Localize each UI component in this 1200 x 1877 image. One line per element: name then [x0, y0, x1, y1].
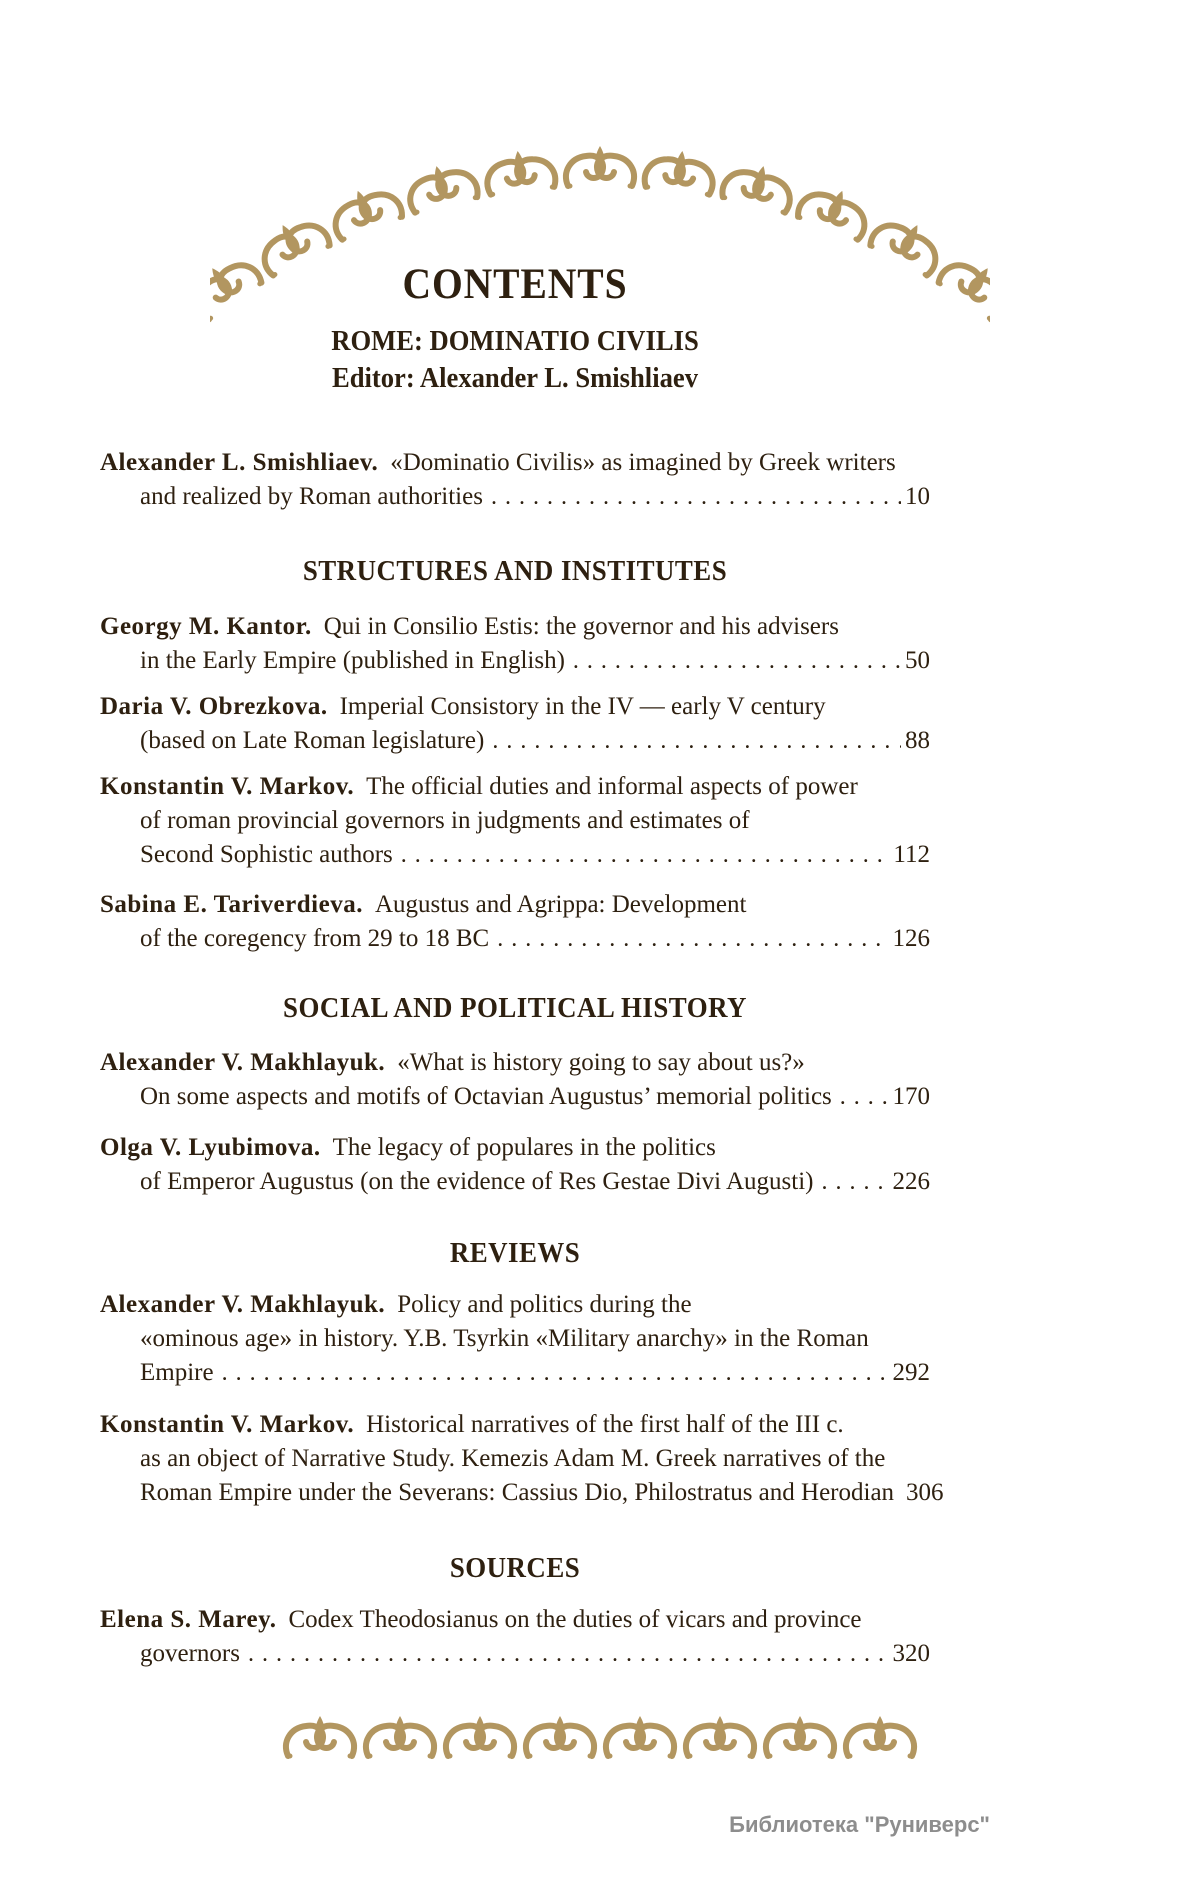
entry-line — [100, 838, 930, 872]
entry-page-number: 306 — [906, 1479, 944, 1506]
entry-title-continuation: in the Early Empire (published in English) — [140, 647, 565, 674]
dot-leader — [248, 1637, 889, 1671]
toc-entry — [100, 446, 930, 514]
entry-page-number: 112 — [893, 841, 930, 868]
dot-leader — [492, 724, 901, 758]
entry-line — [100, 770, 930, 804]
entry-line — [100, 1356, 930, 1390]
entry-page-number: 170 — [892, 1083, 930, 1110]
entry-title: Codex Theodosianus on the duties of vicars and province — [288, 1606, 862, 1633]
entry-page-number: 88 — [905, 727, 930, 754]
dot-leader — [222, 1356, 889, 1390]
entry-title-continuation: (based on Late Roman legislature) — [140, 727, 485, 754]
toc-entry — [100, 1131, 930, 1199]
dot-leader — [491, 480, 901, 514]
entry-line — [100, 1080, 930, 1114]
entry-title-continuation: and realized by Roman authorities — [140, 483, 483, 510]
section-heading: SOCIAL AND POLITICAL HISTORY — [283, 993, 747, 1024]
entry-line — [100, 888, 930, 922]
entry-line — [100, 1322, 930, 1356]
toc-entry — [100, 770, 930, 872]
toc-entry — [100, 1603, 930, 1671]
entry-title: «What is history going to say about us?» — [397, 1049, 805, 1076]
entry-title: The official duties and informal aspects of power — [366, 773, 858, 800]
entry-line — [100, 690, 930, 724]
entry-line — [100, 1131, 930, 1165]
entry-title-continuation: Empire — [140, 1359, 214, 1386]
entry-author: Sabina E. Tariverdieva. — [100, 891, 363, 918]
entry-line — [100, 1165, 930, 1199]
entry-line — [100, 1442, 930, 1476]
entry-line — [100, 446, 930, 480]
entry-title-continuation: governors — [140, 1640, 240, 1667]
entry-line — [100, 1603, 930, 1637]
entry-author: Alexander L. Smishliaev. — [100, 449, 379, 476]
section-heading: STRUCTURES AND INSTITUTES — [302, 556, 728, 587]
entry-title: Qui in Consilio Estis: the governor and his advisers — [323, 613, 839, 640]
entry-author: Georgy M. Kantor. — [100, 613, 312, 640]
editor-line: Editor: Alexander L. Smishliaev — [331, 363, 699, 394]
bottom-ornament-flourish-icon — [270, 1708, 930, 1764]
entry-line — [100, 1408, 930, 1442]
entry-title: Policy and politics during the — [397, 1291, 692, 1318]
entry-title-continuation: Roman Empire under the Severans: Cassius Dio, Philostratus and Herodian — [140, 1479, 895, 1506]
entry-line — [100, 724, 930, 758]
library-watermark: Библиотека "Руниверс" — [729, 1812, 990, 1837]
entry-line — [100, 804, 930, 838]
entry-line — [100, 922, 930, 956]
entry-author: Alexander V. Makhlayuk. — [100, 1049, 386, 1076]
entry-line — [100, 1046, 930, 1080]
toc-entry — [100, 610, 930, 678]
dot-leader — [401, 838, 890, 872]
dot-leader — [497, 922, 888, 956]
entry-line — [100, 480, 930, 514]
entry-title: The legacy of populares in the politics — [332, 1134, 716, 1161]
dot-leader — [573, 644, 901, 678]
dot-leader — [840, 1080, 889, 1114]
entry-author: Konstantin V. Markov. — [100, 773, 355, 800]
entry-title-continuation: of Emperor Augustus (on the evidence of Res Gestae Divi Augusti) — [140, 1168, 814, 1195]
section-heading: REVIEWS — [449, 1238, 581, 1269]
toc-entry — [100, 888, 930, 956]
entry-title-continuation: On some aspects and motifs of Octavian Augustus’ memorial politics — [140, 1083, 832, 1110]
entry-title-continuation: as an object of Narrative Study. Kemezis Adam M. Greek narratives of the — [140, 1445, 886, 1472]
entry-author: Alexander V. Makhlayuk. — [100, 1291, 386, 1318]
toc-entry — [100, 1408, 944, 1510]
entry-line — [100, 1288, 930, 1322]
entry-title: Historical narratives of the first half of the III c. — [366, 1411, 844, 1438]
entry-page-number: 292 — [892, 1359, 930, 1386]
entry-line — [100, 1637, 930, 1671]
dot-leader — [821, 1165, 888, 1199]
entry-line — [100, 1476, 944, 1510]
entry-author: Konstantin V. Markov. — [100, 1411, 355, 1438]
entry-author: Daria V. Obrezkova. — [100, 693, 328, 720]
entry-title-continuation: of the coregency from 29 to 18 BC — [140, 925, 490, 952]
series-title: ROME: DOMINATIO CIVILIS — [331, 326, 699, 357]
entry-page-number: 10 — [905, 483, 930, 510]
entry-line — [100, 610, 930, 644]
toc-entry — [100, 690, 930, 758]
toc-entry — [100, 1046, 930, 1114]
entry-page-number: 226 — [892, 1168, 930, 1195]
entry-page-number: 50 — [905, 647, 930, 674]
entry-title: «Dominatio Civilis» as imagined by Greek writers — [390, 449, 896, 476]
page-title: CONTENTS — [402, 261, 628, 308]
entry-title-continuation: «ominous age» in history. Y.B. Tsyrkin «Military anarchy» in the Roman — [140, 1325, 869, 1352]
entry-line — [100, 644, 930, 678]
toc-entry — [100, 1288, 930, 1390]
entry-title: Imperial Consistory in the IV — early V century — [339, 693, 826, 720]
entry-title-continuation: of roman provincial governors in judgments and estimates of — [140, 807, 750, 834]
section-heading: SOURCES — [449, 1553, 581, 1584]
entry-page-number: 320 — [892, 1640, 930, 1667]
entry-author: Olga V. Lyubimova. — [100, 1134, 321, 1161]
entry-page-number: 126 — [892, 925, 930, 952]
entry-title: Augustus and Agrippa: Development — [374, 891, 747, 918]
entry-title-continuation: Second Sophistic authors — [140, 841, 393, 868]
entry-author: Elena S. Marey. — [100, 1606, 277, 1633]
